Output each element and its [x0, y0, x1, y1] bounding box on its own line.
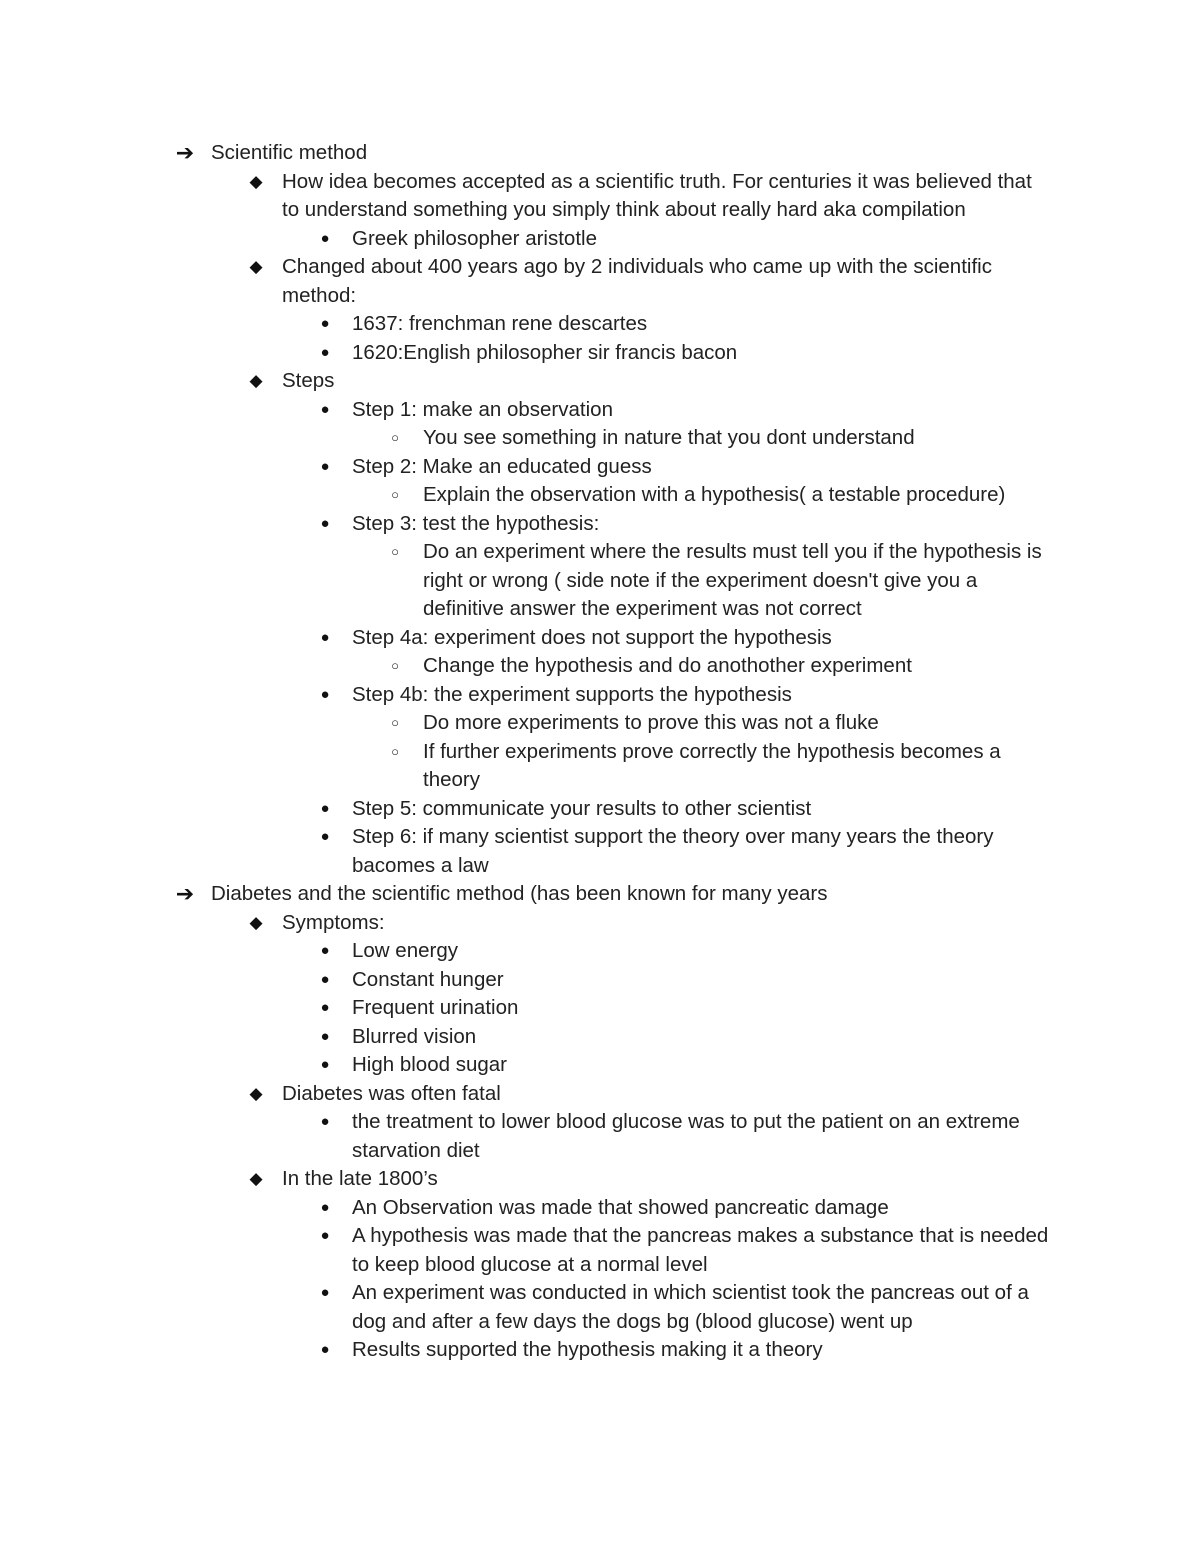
- outline-item-level-3: [0, 1194, 1052, 1223]
- outline-item-text: Step 6: if many scientist support the theory over many years the theory bacomes a law: [352, 825, 994, 877]
- outline-item-text: 1637: frenchman rene descartes: [352, 312, 648, 335]
- outline-item-text: Diabetes was often fatal: [282, 1081, 501, 1105]
- filled-circle-bullet-icon: ●: [320, 1056, 330, 1073]
- outline-item-text: Diabetes and the scientific method (has been known for many years: [211, 882, 828, 905]
- outline-item-level-3: [0, 1023, 1052, 1052]
- outline-item-level-4: [0, 652, 1055, 681]
- outline-item-level-2: [0, 1165, 1052, 1194]
- filled-circle-bullet-icon: ●: [320, 828, 330, 845]
- filled-circle-bullet-icon: ●: [320, 457, 330, 475]
- hollow-circle-bullet-icon: ○: [391, 743, 399, 759]
- outline-item-level-3: [0, 310, 1052, 339]
- outline-item-text: Constant hunger: [352, 967, 504, 991]
- filled-circle-bullet-icon: ●: [320, 1284, 330, 1301]
- diamond-bullet-icon: ◆: [249, 171, 263, 191]
- diamond-bullet-icon: ◆: [249, 371, 263, 390]
- outline-item-text: Step 1: make an observation: [352, 397, 613, 421]
- outline-item-level-3: [0, 396, 1052, 425]
- outline-item-level-3: [0, 453, 1052, 482]
- outline-item-level-4: [0, 424, 1055, 453]
- outline-item-text: Do an experiment where the results must tell you if the hypothesis is right or wrong ( side note if the experiment doesn't give you a definitive answer the experiment was not correct: [423, 540, 1042, 620]
- outline-item-level-3: [0, 1336, 1052, 1365]
- filled-circle-bullet-icon: ●: [320, 1227, 330, 1244]
- outline-item-text: Blurred vision: [352, 1024, 477, 1048]
- outline-item-level-2: [0, 909, 1052, 938]
- notes-outline: [0, 139, 1200, 1365]
- filled-circle-bullet-icon: ●: [320, 970, 330, 988]
- outline-item-text: Scientific method: [211, 141, 368, 164]
- outline-item-text: Step 5: communicate your results to other scientist: [352, 796, 812, 820]
- outline-item-level-3: [0, 1222, 1052, 1279]
- outline-item-text: Greek philosopher aristotle: [352, 226, 597, 250]
- outline-item-level-3: [0, 510, 1052, 539]
- outline-item-text: Do more experiments to prove this was not a fluke: [423, 711, 879, 734]
- outline-item-text: Change the hypothesis and do anothother experiment: [423, 654, 912, 677]
- outline-item-text: Changed about 400 years ago by 2 individuals who came up with the scientific method:: [282, 255, 992, 307]
- outline-item-level-3: [0, 966, 1052, 995]
- diamond-bullet-icon: ◆: [249, 257, 263, 276]
- outline-item-text: How idea becomes accepted as a scientific truth. For centuries it was believed that to understand something you simply think about really hard aka compilation: [282, 169, 1032, 221]
- filled-circle-bullet-icon: ●: [320, 628, 330, 646]
- outline-item-text: Steps: [282, 369, 335, 392]
- filled-circle-bullet-icon: ●: [320, 999, 330, 1016]
- outline-item-text: You see something in nature that you dont understand: [423, 426, 915, 449]
- filled-circle-bullet-icon: ●: [320, 942, 330, 959]
- outline-item-text: Step 4b: the experiment supports the hypothesis: [352, 682, 792, 706]
- outline-item-text: An Observation was made that showed pancreatic damage: [352, 1195, 889, 1219]
- filled-circle-bullet-icon: ●: [320, 400, 330, 418]
- outline-item-level-2: [0, 367, 1052, 396]
- filled-circle-bullet-icon: ●: [320, 1113, 330, 1130]
- outline-item-level-4: [0, 538, 1055, 624]
- outline-item-level-3: [0, 681, 1052, 710]
- outline-item-level-4: [0, 481, 1055, 510]
- arrow-bullet-icon: ➔: [175, 140, 195, 165]
- outline-item-level-3: [0, 339, 1052, 368]
- outline-item-level-2: [0, 168, 1052, 225]
- filled-circle-bullet-icon: ●: [320, 514, 330, 532]
- outline-item-level-3: [0, 937, 1052, 966]
- filled-circle-bullet-icon: ●: [320, 685, 330, 703]
- hollow-circle-bullet-icon: ○: [391, 544, 399, 559]
- filled-circle-bullet-icon: ●: [320, 229, 330, 247]
- outline-item-text: the treatment to lower blood glucose was to put the patient on an extreme starvation diet: [352, 1110, 1020, 1162]
- filled-circle-bullet-icon: ●: [320, 799, 330, 817]
- outline-item-level-2: [0, 253, 1052, 310]
- diamond-bullet-icon: ◆: [249, 1083, 263, 1103]
- hollow-circle-bullet-icon: ○: [391, 430, 399, 445]
- diamond-bullet-icon: ◆: [249, 912, 263, 932]
- outline-item-text: Step 4a: experiment does not support the hypothesis: [352, 625, 832, 649]
- outline-item-text: Step 3: test the hypothesis:: [352, 511, 600, 535]
- outline-item-text: Low energy: [352, 939, 458, 962]
- outline-item-level-3: [0, 624, 1052, 653]
- outline-item-text: 1620:English philosopher sir francis bacon: [352, 340, 738, 364]
- outline-item-text: Results supported the hypothesis making it a theory: [352, 1338, 823, 1361]
- outline-item-level-1: [0, 139, 1051, 168]
- hollow-circle-bullet-icon: ○: [391, 715, 399, 730]
- filled-circle-bullet-icon: ●: [320, 1027, 330, 1045]
- outline-item-level-3: [0, 1108, 1052, 1165]
- outline-item-text: Explain the observation with a hypothesis( a testable procedure): [423, 483, 1006, 506]
- outline-item-level-3: [0, 795, 1052, 824]
- outline-item-text: High blood sugar: [352, 1053, 507, 1076]
- outline-item-text: Symptoms:: [282, 910, 385, 934]
- outline-item-text: A hypothesis was made that the pancreas makes a substance that is needed to keep blood glucose at a normal level: [352, 1224, 1049, 1276]
- outline-item-level-3: [0, 823, 1052, 880]
- diamond-bullet-icon: ◆: [249, 1169, 263, 1188]
- outline-item-text: An experiment was conducted in which scientist took the pancreas out of a dog and after a few days the dogs bg (blood glucose) went up: [352, 1281, 1029, 1333]
- outline-item-level-1: [0, 880, 1051, 909]
- hollow-circle-bullet-icon: ○: [391, 658, 399, 673]
- outline-item-level-2: [0, 1080, 1052, 1109]
- filled-circle-bullet-icon: ●: [320, 343, 330, 361]
- outline-item-level-3: [0, 994, 1052, 1023]
- outline-item-level-3: [0, 1279, 1052, 1336]
- filled-circle-bullet-icon: ●: [320, 315, 330, 332]
- outline-item-text: Frequent urination: [352, 996, 519, 1019]
- outline-item-level-3: [0, 1051, 1052, 1080]
- outline-item-text: Step 2: Make an educated guess: [352, 454, 652, 478]
- filled-circle-bullet-icon: ●: [320, 1341, 330, 1358]
- outline-item-level-4: [0, 709, 1055, 738]
- outline-item-level-4: [0, 738, 1055, 795]
- outline-item-text: In the late 1800’s: [282, 1167, 438, 1190]
- outline-item-level-3: [0, 225, 1052, 254]
- arrow-bullet-icon: ➔: [175, 881, 195, 906]
- filled-circle-bullet-icon: ●: [320, 1198, 330, 1216]
- outline-item-text: If further experiments prove correctly the hypothesis becomes a theory: [423, 739, 1001, 791]
- hollow-circle-bullet-icon: ○: [391, 487, 399, 502]
